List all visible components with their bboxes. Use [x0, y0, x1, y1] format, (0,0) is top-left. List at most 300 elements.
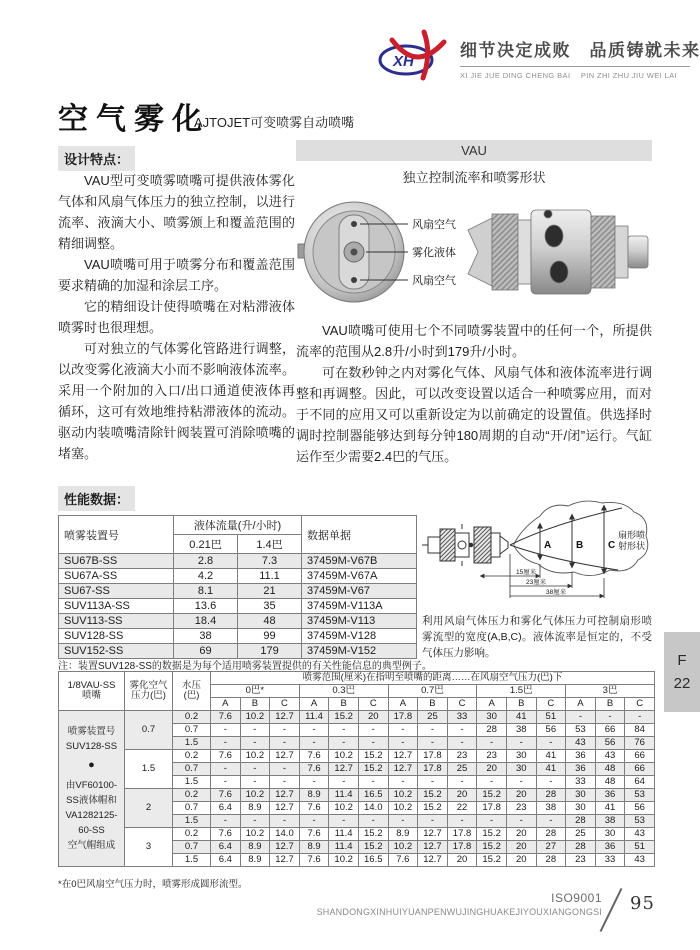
bt-value: - [240, 776, 270, 789]
bt-value: - [595, 711, 625, 724]
perf-sub-14: 1.4巴 [238, 535, 302, 554]
logo-text: XH [393, 53, 414, 70]
bt-value: 10.2 [329, 854, 359, 867]
bt-value: - [506, 776, 536, 789]
bt-value: - [447, 815, 477, 828]
dim-b-label: B [576, 540, 584, 551]
bt-value: - [329, 815, 359, 828]
bt-value: 6.4 [211, 854, 241, 867]
bt-value: 36 [595, 789, 625, 802]
perf-col-flow: 液体流量(升/小时) [174, 516, 302, 535]
perf-cell: 21 [238, 584, 302, 599]
bt-water-pressure: 0.7 [173, 841, 211, 854]
bt-water-pressure: 0.7 [173, 802, 211, 815]
spray-range-table [58, 671, 655, 867]
bt-abc-header: B [506, 698, 536, 711]
bt-value: 15.2 [358, 750, 388, 763]
dim-c-label: C [608, 540, 616, 551]
perf-cell: 99 [238, 629, 302, 644]
bt-value: 84 [625, 724, 655, 737]
bt-value: 30 [477, 711, 507, 724]
design-features-label: 设计特点： [58, 146, 135, 171]
bt-value: 66 [595, 724, 625, 737]
bt-device-label-line: 空气帽组成 [67, 840, 116, 852]
bt-value: - [211, 776, 241, 789]
bt-value: 7.6 [388, 854, 418, 867]
bt-device-label-line: VA1282125- [65, 809, 118, 821]
bt-value: 23 [506, 802, 536, 815]
perf-table-body [59, 554, 417, 659]
bt-value: 33 [595, 854, 625, 867]
perf-cell: 69 [174, 644, 238, 659]
bt-value: - [211, 737, 241, 750]
bt-value: 64 [625, 776, 655, 789]
bt-value: - [329, 776, 359, 789]
bt-body [59, 711, 655, 867]
perf-cell: 48 [238, 614, 302, 629]
bt-abc-header: A [566, 698, 596, 711]
bt-value: 8.9 [299, 841, 329, 854]
perf-cell: 11.1 [238, 569, 302, 584]
perf-cell: 37459M-V67A [302, 569, 417, 584]
bt-value: 25 [566, 828, 596, 841]
tab-number: 22 [673, 675, 691, 692]
fan-air-label-top: 风扇空气 [412, 219, 456, 231]
section-tab-f22 [664, 632, 700, 712]
bt-water-pressure: 0.2 [173, 828, 211, 841]
bt-water-pressure: 1.5 [173, 776, 211, 789]
bt-water-pressure: 1.5 [173, 737, 211, 750]
bt-value: - [358, 776, 388, 789]
bt-air-pressure: 0.7 [125, 711, 173, 750]
bt-value: 25 [447, 763, 477, 776]
bt-abc-header: B [329, 698, 359, 711]
bt-value: 15.2 [477, 789, 507, 802]
design-features-text [58, 170, 295, 464]
slogan-divider [460, 66, 690, 67]
bt-value: - [625, 711, 655, 724]
perf-cell: 37459M-V67B [302, 554, 417, 569]
bt-water-pressure: 1.5 [173, 854, 211, 867]
bt-abc-header: A [299, 698, 329, 711]
bt-value: 10.2 [329, 802, 359, 815]
bt-row [59, 828, 655, 841]
bt-value: 6.4 [211, 841, 241, 854]
table-footnote: *在0巴风扇空气压力时，喷雾形成圆形流型。 [58, 879, 248, 890]
perf-cell: 37459M-V152 [302, 644, 417, 659]
bt-value: 7.6 [299, 828, 329, 841]
bt-col-nozzle [59, 672, 125, 711]
bt-value: 33 [447, 711, 477, 724]
bt-value: 12.7 [418, 854, 448, 867]
bt-value: - [418, 724, 448, 737]
perf-cell: 4.2 [174, 569, 238, 584]
perf-cell: 2.8 [174, 554, 238, 569]
dim-23cm: 23厘米 [526, 579, 547, 586]
bt-value: 56 [625, 802, 655, 815]
bt-abc-header: B [240, 698, 270, 711]
bt-value: 53 [625, 789, 655, 802]
bt-row [59, 789, 655, 802]
bt-value: 48 [595, 763, 625, 776]
bt-water-pressure: 0.7 [173, 724, 211, 737]
perf-cell: SUV152-SS [59, 644, 174, 659]
bt-value: 30 [566, 789, 596, 802]
bt-value: - [270, 763, 300, 776]
bt-value: 11.4 [299, 711, 329, 724]
bt-water-pressure: 0.2 [173, 750, 211, 763]
bt-value: - [388, 776, 418, 789]
perf-header-row [59, 516, 417, 535]
perf-cell: 37459M-V128 [302, 629, 417, 644]
bt-value: 66 [625, 750, 655, 763]
footer-block [260, 891, 602, 917]
bt-value: 56 [595, 737, 625, 750]
footer-divider [600, 888, 623, 932]
table-note: 注：装置SUV128-SS的数据是为每个适用喷雾装置提供的有关性能信息的典型例子。 [58, 661, 432, 672]
perf-row [59, 569, 417, 584]
bt-abc-header: C [447, 698, 477, 711]
bt-row [59, 750, 655, 763]
bt-value: 7.6 [299, 854, 329, 867]
bt-value: 7.6 [211, 750, 241, 763]
bt-value: 43 [625, 854, 655, 867]
perf-cell: SUV113A-SS [59, 599, 174, 614]
bt-value: 20 [506, 841, 536, 854]
bt-value: - [418, 776, 448, 789]
perf-col-device: 喷雾装置号 [59, 516, 174, 554]
bt-header-row1 [59, 672, 655, 685]
bt-value: 38 [595, 815, 625, 828]
bt-value: - [270, 776, 300, 789]
bt-value: - [299, 776, 329, 789]
bt-value: 20 [447, 854, 477, 867]
bt-value: - [536, 815, 566, 828]
nozzle-side-view [468, 210, 648, 294]
bt-value: 30 [506, 750, 536, 763]
page-number: 95 [630, 893, 655, 914]
slogan-text: 细节决定成败 品质铸就未来 [460, 41, 700, 60]
bt-value: 6.4 [211, 802, 241, 815]
bt-value: 43 [625, 828, 655, 841]
bt-col-airpressure [125, 672, 173, 711]
header-slogan-block [460, 36, 700, 81]
vau-text [296, 320, 652, 467]
dim-a-label: A [544, 540, 552, 551]
bt-value: - [211, 763, 241, 776]
bt-value: - [240, 763, 270, 776]
design-paragraph: 可对独立的气体雾化管路进行调整，以改变雾化液滴大小而不影响液体流率。采用一个附加的入口/出口通道使液体再循环，这可有效地维持粘滞液体的流动。驱动内装喷嘴清除针阀装置可消除喷嘴的堵塞。 [58, 341, 295, 461]
bt-header-line: 雾化空气 [129, 679, 168, 691]
bt-value: 12.7 [270, 841, 300, 854]
atomized-liquid-label: 雾化液体 [412, 247, 456, 259]
bt-pressure-header: 1.5巴 [477, 685, 566, 698]
bt-value: 12.7 [270, 802, 300, 815]
bt-value: 8.9 [240, 854, 270, 867]
bt-value: - [388, 724, 418, 737]
bt-header-line: 水压 [181, 679, 201, 691]
bt-value: 10.2 [329, 750, 359, 763]
bt-value: 28 [536, 828, 566, 841]
bt-value: - [211, 815, 241, 828]
bt-value: - [299, 815, 329, 828]
bt-value: 30 [506, 763, 536, 776]
bt-value: 23 [447, 750, 477, 763]
performance-table [58, 515, 417, 659]
bt-value: 15.2 [358, 828, 388, 841]
bt-value: - [447, 724, 477, 737]
perf-cell: 18.4 [174, 614, 238, 629]
bt-abc-header: B [595, 698, 625, 711]
bt-value: 17.8 [447, 828, 477, 841]
perf-cell: 8.1 [174, 584, 238, 599]
bt-value: 43 [566, 737, 596, 750]
bt-abc-header: A [388, 698, 418, 711]
bt-value: 20 [506, 828, 536, 841]
bt-value: - [240, 815, 270, 828]
bt-value: 20 [506, 789, 536, 802]
bt-value: 28 [566, 815, 596, 828]
bt-abc-header: A [477, 698, 507, 711]
bt-value: 15.2 [418, 802, 448, 815]
design-paragraph: VAU喷嘴可用于喷雾分布和覆盖范围要求精确的加湿和涂层工序。 [58, 257, 295, 293]
bt-value: 48 [595, 776, 625, 789]
bt-water-pressure: 0.2 [173, 789, 211, 802]
perf-cell: 37459M-V113A [302, 599, 417, 614]
perf-cell: SU67-SS [59, 584, 174, 599]
bt-value: - [299, 724, 329, 737]
fan-edges [510, 508, 622, 570]
perf-cell: 35 [238, 599, 302, 614]
bt-value: 7.6 [299, 802, 329, 815]
bt-value: - [506, 815, 536, 828]
bt-device-label-line: 60-SS [78, 825, 105, 837]
bt-value: 11.4 [329, 789, 359, 802]
bt-value: 11.4 [329, 841, 359, 854]
fan-spray-diagram-block [422, 498, 652, 661]
bt-value: 10.2 [240, 711, 270, 724]
bt-air-pressure: 3 [125, 828, 173, 867]
company-name-pinyin: SHANDONGXINHUIYUANPENWUJINGHUAKEJIYOUXIANGONGSI [316, 907, 602, 917]
bt-device-label-line: SS液体帽和 [66, 794, 117, 806]
bt-water-pressure: 0.2 [173, 711, 211, 724]
bt-value: - [270, 815, 300, 828]
bt-value: 41 [536, 750, 566, 763]
bt-value: - [329, 737, 359, 750]
bt-abc-header: C [358, 698, 388, 711]
bt-value: 7.6 [299, 750, 329, 763]
bt-value: - [358, 815, 388, 828]
bt-air-pressure: 2 [125, 789, 173, 828]
bt-value: 12.7 [388, 763, 418, 776]
bt-value: - [418, 737, 448, 750]
bt-value: 10.2 [240, 750, 270, 763]
perf-cell: 37459M-V113 [302, 614, 417, 629]
bt-value: 33 [566, 776, 596, 789]
bt-abc-header: A [211, 698, 241, 711]
bt-value: 12.7 [418, 841, 448, 854]
bt-value: 36 [566, 750, 596, 763]
bt-value: 17.8 [418, 763, 448, 776]
perf-cell: SUV128-SS [59, 629, 174, 644]
bt-value: 12.7 [329, 763, 359, 776]
perf-row [59, 554, 417, 569]
bt-value: 14.0 [358, 802, 388, 815]
bt-value: 15.2 [358, 763, 388, 776]
perf-row [59, 599, 417, 614]
perf-cell: SUV113-SS [59, 614, 174, 629]
bt-value: - [477, 776, 507, 789]
design-paragraph: VAU型可变喷雾喷嘴可提供液体雾化气体和风扇气体压力的独立控制，以进行流率、液滴大小、喷雾颁上和覆盖范围的精细调整。 [58, 173, 295, 251]
bt-value: 15.2 [418, 789, 448, 802]
bt-value: 7.6 [211, 789, 241, 802]
bt-abc-header: B [418, 698, 448, 711]
bt-value: - [240, 737, 270, 750]
bt-value: - [329, 724, 359, 737]
bt-value: 41 [506, 711, 536, 724]
bt-value: 10.2 [240, 828, 270, 841]
bt-value: - [388, 737, 418, 750]
bt-value: 10.2 [388, 789, 418, 802]
bt-value: - [566, 711, 596, 724]
vau-subtitle: 独立控制流率和喷雾形状 [402, 170, 546, 185]
bt-value: 12.7 [418, 828, 448, 841]
bt-device-label-line: 喷雾装置号 [67, 725, 116, 737]
bt-value: 7.6 [299, 763, 329, 776]
bt-value: 38 [536, 802, 566, 815]
bt-value: 8.9 [240, 841, 270, 854]
bt-value: - [477, 737, 507, 750]
fan-air-label-bottom: 风扇空气 [412, 275, 456, 287]
bt-value: 20 [358, 711, 388, 724]
bt-value: 15.2 [477, 828, 507, 841]
bt-value: - [447, 776, 477, 789]
perf-cell: 38 [174, 629, 238, 644]
bt-value: 56 [536, 724, 566, 737]
bt-value: 28 [566, 841, 596, 854]
perf-cell: 179 [238, 644, 302, 659]
bt-value: 12.7 [270, 854, 300, 867]
perf-cell: 13.6 [174, 599, 238, 614]
bt-pressure-header: 0.3巴 [299, 685, 388, 698]
bt-value: 51 [536, 711, 566, 724]
bt-pressure-header: 0.7巴 [388, 685, 477, 698]
bt-value: 51 [625, 841, 655, 854]
bt-value: - [536, 737, 566, 750]
bt-value: 8.9 [299, 789, 329, 802]
bt-span-header: 喷雾范围(厘米)在指明至喷嘴的距离……在风扇空气压力(巴)下 [211, 672, 655, 685]
bt-water-pressure: 0.7 [173, 763, 211, 776]
bt-value: 43 [595, 750, 625, 763]
vau-paragraph: VAU喷嘴可使用七个不同喷雾装置中的任何一个，所提供流率的范围从2.8升/小时到179升/小时。 [296, 323, 652, 359]
bt-value: 12.7 [388, 750, 418, 763]
bt-value: 28 [477, 724, 507, 737]
bt-value: - [447, 737, 477, 750]
design-paragraph: 它的精细设计使得喷嘴在对粘滞液体喷雾时也很理想。 [58, 299, 295, 335]
bt-value: 76 [625, 737, 655, 750]
bt-value: - [477, 815, 507, 828]
perf-cell: SU67A-SS [59, 569, 174, 584]
bt-value: 12.7 [270, 711, 300, 724]
bt-device-label-line: SUV128-SS [65, 740, 118, 752]
bt-value: 8.9 [240, 802, 270, 815]
bt-value: 38 [506, 724, 536, 737]
bt-value: 23 [566, 854, 596, 867]
bt-value: 12.7 [270, 789, 300, 802]
bt-value: 11.4 [329, 828, 359, 841]
vau-header-bar: VAU [296, 140, 652, 161]
page-title: 空气雾化 [58, 103, 210, 136]
perf-row [59, 584, 417, 599]
bt-header-line: 喷嘴 [81, 690, 101, 701]
bt-value: - [211, 724, 241, 737]
bt-value: 41 [536, 763, 566, 776]
bt-value: 10.2 [388, 802, 418, 815]
bt-value: 15.2 [358, 841, 388, 854]
bt-value: 12.7 [270, 750, 300, 763]
bt-value: 30 [595, 828, 625, 841]
bt-water-pressure: 1.5 [173, 815, 211, 828]
bt-value: 25 [418, 711, 448, 724]
company-logo [378, 28, 454, 84]
perf-sub-021: 0.21巴 [174, 535, 238, 554]
bt-header-line: 1/8VAU-SS [67, 679, 116, 691]
bt-value: - [299, 737, 329, 750]
fan-shape-label-1: 扇形喷 [618, 530, 646, 540]
perf-cell: 37459M-V67 [302, 584, 417, 599]
bt-header-line: 压力(巴) [131, 690, 166, 701]
bt-abc-header: C [536, 698, 566, 711]
page-subtitle: AJTOJET可变喷雾自动喷嘴 [194, 115, 355, 130]
bt-value: 36 [595, 841, 625, 854]
slogan-pinyin: XI JIE JUE DING CHENG BAI PIN ZHI ZHU JIU WEI LAI [460, 71, 678, 80]
bt-header-line: (巴) [183, 690, 200, 701]
bt-value: 17.8 [447, 841, 477, 854]
bt-value: - [270, 724, 300, 737]
bt-value: 17.8 [388, 711, 418, 724]
bt-value: 10.2 [240, 789, 270, 802]
dim-15cm: 15厘米 [516, 569, 537, 576]
nozzle-photo [296, 194, 652, 314]
tab-letter: F [677, 652, 687, 669]
bt-value: - [388, 815, 418, 828]
bt-value: 53 [625, 815, 655, 828]
bt-value: - [358, 724, 388, 737]
vau-panel [296, 140, 652, 467]
bt-value: 15.2 [477, 841, 507, 854]
perf-cell: 7.3 [238, 554, 302, 569]
bt-value: 41 [595, 802, 625, 815]
bt-abc-header: C [270, 698, 300, 711]
fan-diagram-caption: 利用风扇气体压力和雾化气体压力可控制扇形喷雾流型的宽度(A,B,C)。液体流率是恒定的，不受气体压力影响。 [422, 615, 652, 659]
bt-value: - [506, 737, 536, 750]
fan-spray-diagram [422, 498, 652, 602]
perf-col-datasheet: 数据单据 [302, 516, 417, 554]
bt-value: 23 [477, 750, 507, 763]
bt-value: 20 [477, 763, 507, 776]
bt-device-label [59, 711, 125, 867]
iso-certification: ISO9001 [551, 891, 602, 905]
bt-value: 36 [566, 763, 596, 776]
bt-value: - [240, 724, 270, 737]
bt-value: 27 [536, 841, 566, 854]
bt-value: 14.0 [270, 828, 300, 841]
bt-col-water [173, 672, 211, 711]
bt-value: 8.9 [388, 828, 418, 841]
bt-value: 15.2 [329, 711, 359, 724]
bt-value: 7.6 [211, 828, 241, 841]
bt-value: 30 [566, 802, 596, 815]
